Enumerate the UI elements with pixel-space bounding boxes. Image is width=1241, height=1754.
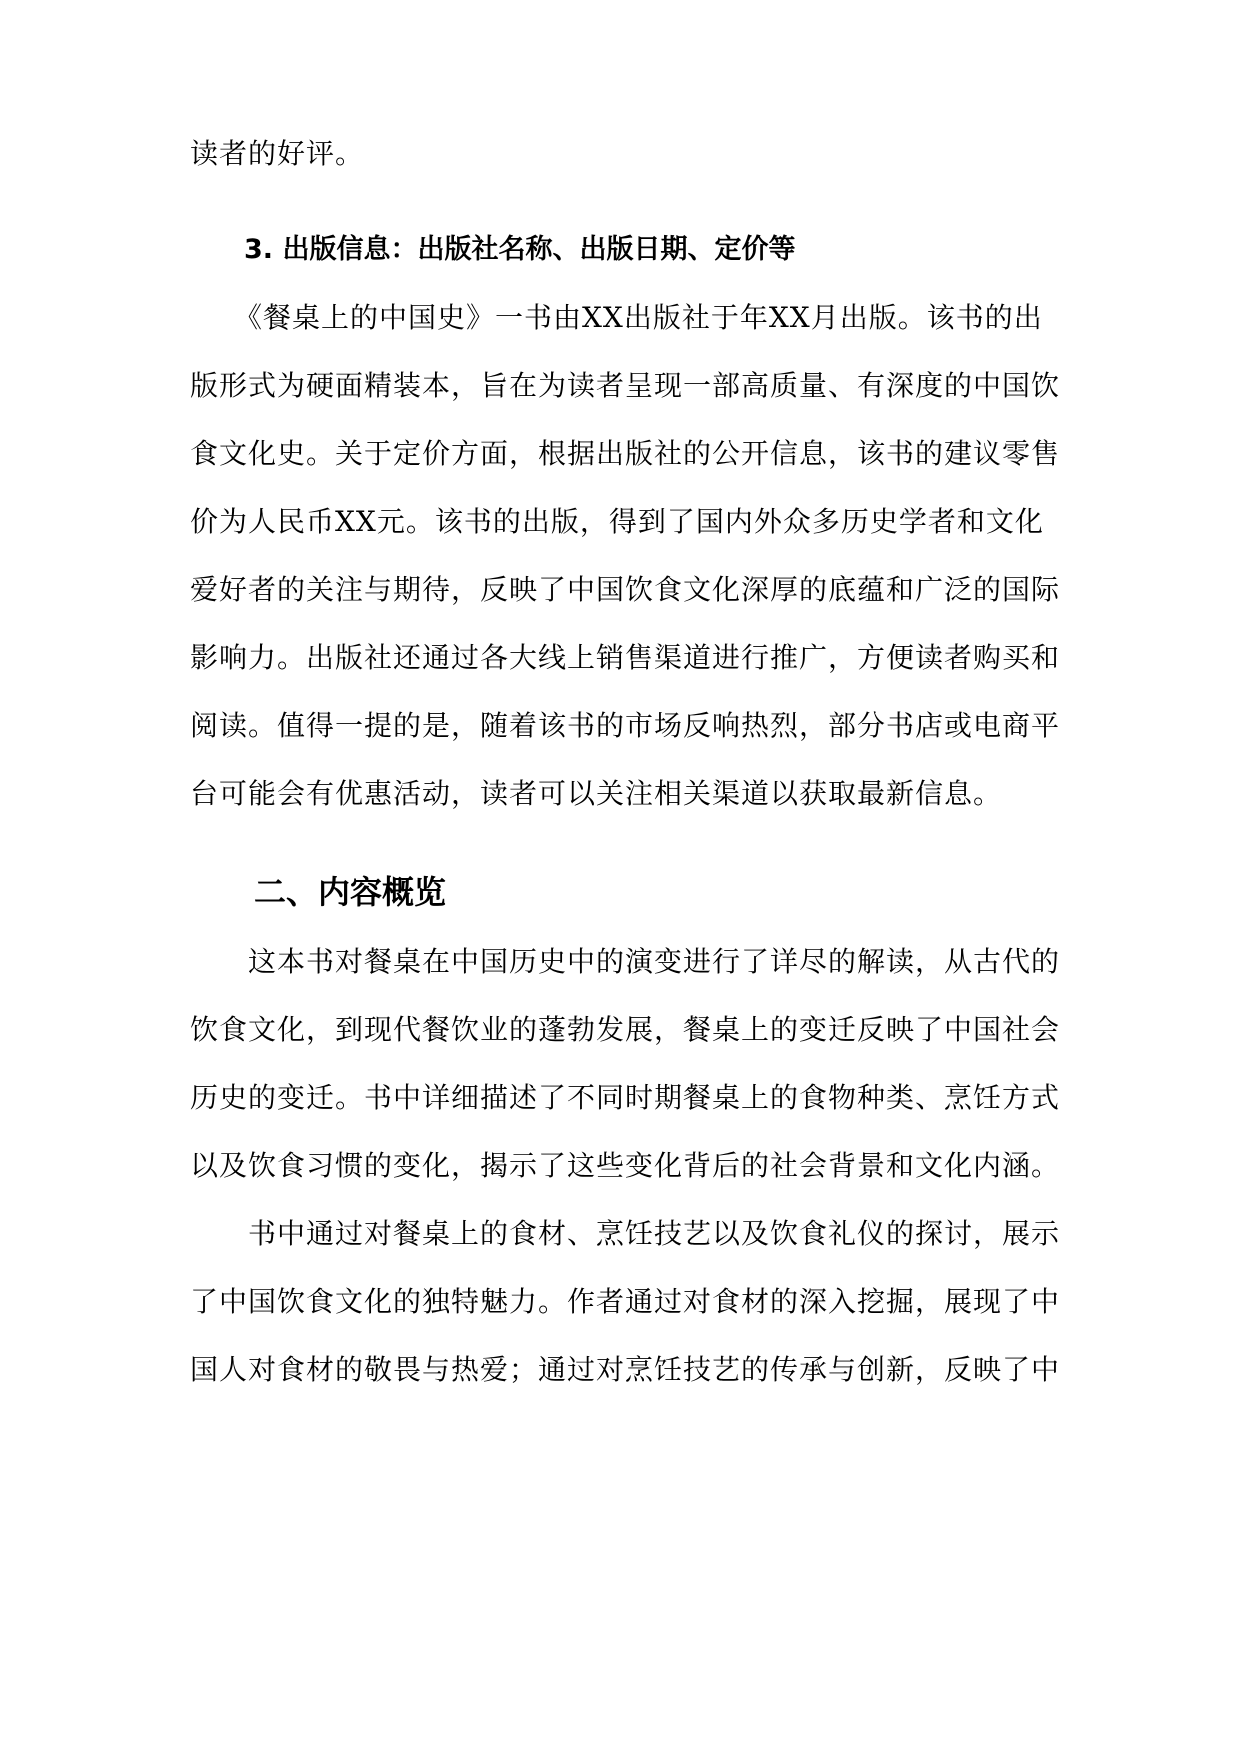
paragraph-line: 阅读。值得一提的是，随着该书的市场反响热烈，部分书店或电商平 — [190, 709, 1060, 742]
paragraph-line: 爱好者的关注与期待，反映了中国饮食文化深厚的底蕴和广泛的国际 — [190, 573, 1060, 606]
paragraph-line: 《餐桌上的中国史》一书由XX出版社于年XX月出版。该书的出 — [190, 301, 1043, 334]
paragraph-line: 这本书对餐桌在中国历史中的演变进行了详尽的解读，从古代的 — [190, 945, 1060, 978]
paragraph-line: 历史的变迁。书中详细描述了不同时期餐桌上的食物种类、烹饪方式 — [190, 1081, 1060, 1114]
carryover-text: 读者的好评。 — [190, 137, 365, 170]
paragraph-line: 版形式为硬面精装本，旨在为读者呈现一部高质量、有深度的中国饮 — [190, 369, 1060, 402]
paragraph-line: 书中通过对餐桌上的食材、烹饪技艺以及饮食礼仪的探讨，展示 — [190, 1217, 1060, 1250]
content-overview-heading: 二、内容概览 — [254, 873, 447, 911]
paragraph-line: 国人对食材的敬畏与热爱；通过对烹饪技艺的传承与创新，反映了中 — [190, 1353, 1060, 1386]
paragraph-line: 食文化史。关于定价方面，根据出版社的公开信息，该书的建议零售 — [190, 437, 1060, 470]
publication-info-heading: 3. 出版信息：出版社名称、出版日期、定价等 — [244, 234, 796, 265]
paragraph-line: 饮食文化，到现代餐饮业的蓬勃发展，餐桌上的变迁反映了中国社会 — [190, 1013, 1060, 1046]
paragraph-line: 台可能会有优惠活动，读者可以关注相关渠道以获取最新信息。 — [190, 777, 1003, 810]
paragraph-line: 以及饮食习惯的变化，揭示了这些变化背后的社会背景和文化内涵。 — [190, 1149, 1060, 1182]
paragraph-line: 价为人民币XX元。该书的出版，得到了国内外众多历史学者和文化 — [190, 505, 1044, 538]
paragraph-line: 影响力。出版社还通过各大线上销售渠道进行推广，方便读者购买和 — [190, 641, 1060, 674]
paragraph-line: 了中国饮食文化的独特魅力。作者通过对食材的深入挖掘，展现了中 — [190, 1285, 1060, 1318]
